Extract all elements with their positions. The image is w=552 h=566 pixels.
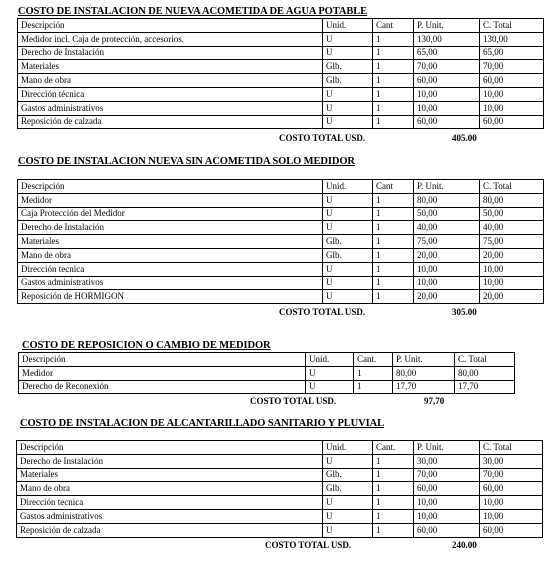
table-cell: 10,00 — [480, 496, 543, 510]
table-row — [18, 101, 544, 115]
section-3-title: COSTO DE REPOSICION O CAMBIO DE MEDIDOR — [22, 340, 271, 351]
table-cell: U — [323, 193, 373, 207]
table-row — [18, 32, 544, 46]
column-header: P. Unit. — [414, 441, 480, 455]
table-cell: Reposición de HORMIGON — [18, 290, 323, 304]
column-header: Cant. — [373, 441, 414, 455]
table-cell: 75,00 — [480, 235, 544, 249]
table-cell: 1 — [354, 366, 393, 380]
table-cell: 60,00 — [414, 482, 480, 496]
section-4-table — [16, 440, 543, 538]
table-cell: U — [323, 221, 373, 235]
table-cell: 1 — [373, 32, 414, 46]
table-row — [18, 221, 544, 235]
table-cell: Glb. — [323, 74, 373, 88]
table-cell: 1 — [354, 380, 393, 394]
table-cell: 1 — [373, 74, 414, 88]
column-header: Descripción — [18, 180, 323, 194]
column-header: Unid. — [323, 180, 373, 194]
table-cell: 1 — [373, 221, 414, 235]
table-row — [19, 366, 515, 380]
table-cell: Caja Protección del Medidor — [18, 207, 323, 221]
table-cell: U — [323, 115, 373, 129]
column-header: Cant — [373, 19, 414, 33]
table-cell: U — [323, 262, 373, 276]
table-row — [18, 262, 544, 276]
table-cell: Materiales — [17, 468, 323, 482]
table-cell: U — [306, 380, 354, 394]
table-cell: 1 — [373, 509, 414, 523]
header-row — [17, 441, 543, 455]
table-cell: U — [323, 523, 373, 537]
header-row — [18, 180, 544, 194]
column-header: Cant — [373, 180, 414, 194]
table-cell: Gastos administrativos — [18, 101, 323, 115]
column-header: P. Unit. — [414, 180, 480, 194]
table-cell: 1 — [373, 468, 414, 482]
table-cell: Medidor incl. Caja de protección, accesorios. — [18, 32, 323, 46]
table-row — [18, 46, 544, 60]
table-cell: 1 — [373, 523, 414, 537]
table-cell: Derecho de Instalación — [18, 221, 323, 235]
table-row — [17, 482, 543, 496]
table-cell: U — [323, 496, 373, 510]
table-cell: U — [323, 32, 373, 46]
table-cell: U — [323, 454, 373, 468]
table-cell: 10,00 — [480, 87, 544, 101]
table-cell: 1 — [373, 235, 414, 249]
table-cell: Derecho de Instalación — [17, 454, 323, 468]
table-row — [17, 454, 543, 468]
table-row — [17, 468, 543, 482]
table-row — [17, 496, 543, 510]
column-header: C. Total — [480, 441, 543, 455]
table-cell: 1 — [373, 262, 414, 276]
table-cell: 1 — [373, 46, 414, 60]
table-cell: Mano de obra — [18, 74, 323, 88]
section-4-total-label: COSTO TOTAL USD. — [265, 540, 352, 550]
table-row — [17, 523, 543, 537]
table-cell: 10,00 — [414, 87, 480, 101]
table-cell: 60,00 — [480, 523, 543, 537]
table-cell: Reposición de calzada — [17, 523, 323, 537]
column-header: Unid. — [323, 19, 373, 33]
table-cell: 10,00 — [414, 262, 480, 276]
table-cell: 70,00 — [480, 60, 544, 74]
table-cell: 10,00 — [414, 276, 480, 290]
table-cell: 10,00 — [414, 496, 480, 510]
header-row — [19, 353, 515, 367]
section-2-table — [17, 179, 544, 304]
table-cell: 1 — [373, 454, 414, 468]
table-cell: Medidor — [18, 193, 323, 207]
table-row — [17, 509, 543, 523]
section-3-table — [18, 352, 515, 394]
table-cell: 20,00 — [414, 248, 480, 262]
table-cell: Dirección técnica — [18, 87, 323, 101]
table-cell: 10,00 — [414, 509, 480, 523]
table-row — [18, 235, 544, 249]
table-cell: 130,00 — [414, 32, 480, 46]
table-cell: Dirección tecnica — [17, 496, 323, 510]
table-cell: 1 — [373, 87, 414, 101]
table-cell: Derecho de Reconexión — [19, 380, 306, 394]
table-cell: 20,00 — [480, 248, 544, 262]
table-cell: Medidor — [19, 366, 306, 380]
section-3-total-label: COSTO TOTAL USD. — [250, 396, 337, 406]
table-cell: 10,00 — [480, 262, 544, 276]
table-cell: 1 — [373, 276, 414, 290]
table-cell: 50,00 — [480, 207, 544, 221]
table-cell: 75,00 — [414, 235, 480, 249]
table-cell: 80,00 — [393, 366, 455, 380]
table-cell: Derecho de Instalación — [18, 46, 323, 60]
table-cell: U — [323, 509, 373, 523]
column-header: Unid. — [306, 353, 354, 367]
table-cell: Glb. — [323, 482, 373, 496]
section-2-total-label: COSTO TOTAL USD. — [279, 307, 366, 317]
table-cell: 20,00 — [480, 290, 544, 304]
table-cell: 65,00 — [414, 46, 480, 60]
column-header: Descripción — [18, 19, 323, 33]
table-cell: 40,00 — [480, 221, 544, 235]
table-cell: Glb. — [323, 60, 373, 74]
header-row — [18, 19, 544, 33]
table-cell: 10,00 — [414, 101, 480, 115]
table-cell: 30,00 — [480, 454, 543, 468]
table-cell: 60,00 — [480, 482, 543, 496]
table-row — [18, 115, 544, 129]
table-cell: 10,00 — [480, 509, 543, 523]
table-row — [19, 380, 515, 394]
column-header: Descripción — [19, 353, 306, 367]
table-cell: 1 — [373, 496, 414, 510]
section-3-total-value: 97,70 — [424, 396, 445, 406]
table-cell: 1 — [373, 207, 414, 221]
table-cell: 65,00 — [480, 46, 544, 60]
table-cell: 70,00 — [480, 468, 543, 482]
table-cell: U — [323, 276, 373, 290]
section-4-total-value: 240.00 — [452, 540, 477, 550]
table-cell: U — [323, 290, 373, 304]
table-cell: 70,00 — [414, 468, 480, 482]
table-cell: 80,00 — [455, 366, 515, 380]
table-cell: 1 — [373, 60, 414, 74]
table-cell: 130,00 — [480, 32, 544, 46]
table-cell: Glb. — [323, 248, 373, 262]
table-cell: 80,00 — [480, 193, 544, 207]
table-cell: 10,00 — [480, 276, 544, 290]
table-cell: 1 — [373, 115, 414, 129]
table-cell: 60,00 — [414, 74, 480, 88]
table-cell: 30,00 — [414, 454, 480, 468]
table-cell: U — [323, 87, 373, 101]
table-cell: 1 — [373, 193, 414, 207]
table-cell: U — [323, 46, 373, 60]
column-header: Descripción — [17, 441, 323, 455]
table-cell: 70,00 — [414, 60, 480, 74]
table-row — [18, 87, 544, 101]
table-cell: 60,00 — [480, 74, 544, 88]
table-cell: 40,00 — [414, 221, 480, 235]
section-1-total-value: 405.00 — [452, 133, 477, 143]
table-cell: 1 — [373, 482, 414, 496]
table-cell: Mano de obra — [18, 248, 323, 262]
table-cell: 1 — [373, 101, 414, 115]
column-header: Cant. — [354, 353, 393, 367]
table-row — [18, 74, 544, 88]
table-cell: Glb. — [323, 235, 373, 249]
table-cell: Reposición de calzada — [18, 115, 323, 129]
table-cell: U — [323, 207, 373, 221]
section-1-total-label: COSTO TOTAL USD. — [279, 133, 366, 143]
table-cell: Gastos administrativos — [17, 509, 323, 523]
table-cell: Materiales — [18, 60, 323, 74]
table-row — [18, 207, 544, 221]
table-row — [18, 276, 544, 290]
column-header: C. Total — [480, 19, 544, 33]
table-cell: 60,00 — [414, 523, 480, 537]
section-1-title: COSTO DE INSTALACION DE NUEVA ACOMETIDA DE AGUA POTABLE — [18, 6, 368, 17]
section-1-table — [17, 18, 544, 129]
column-header: Unid. — [323, 441, 373, 455]
column-header: P. Unit. — [414, 19, 480, 33]
table-cell: 1 — [373, 290, 414, 304]
table-cell: Dirección tecnica — [18, 262, 323, 276]
table-cell: 10,00 — [480, 101, 544, 115]
column-header: C. Total — [455, 353, 515, 367]
table-cell: Glb. — [323, 468, 373, 482]
table-cell: 20,00 — [414, 290, 480, 304]
table-cell: Materiales — [18, 235, 323, 249]
table-cell: U — [306, 366, 354, 380]
section-2-total-value: 305.00 — [452, 307, 477, 317]
table-cell: U — [323, 101, 373, 115]
table-cell: 17,70 — [393, 380, 455, 394]
table-row — [18, 290, 544, 304]
column-header: P. Unit. — [393, 353, 455, 367]
table-cell: 17,70 — [455, 380, 515, 394]
table-cell: 50,00 — [414, 207, 480, 221]
table-cell: Gastos administrativos — [18, 276, 323, 290]
section-4-title: COSTO DE INSTALACION DE ALCANTARILLADO SANITARIO Y PLUVIAL — [20, 418, 385, 429]
section-2-title: COSTO DE INSTALACION NUEVA SIN ACOMETIDA SOLO MEDIDOR — [18, 156, 355, 167]
table-row — [18, 193, 544, 207]
column-header: C. Total — [480, 180, 544, 194]
table-cell: Mano de obra — [17, 482, 323, 496]
table-cell: 60,00 — [414, 115, 480, 129]
table-row — [18, 60, 544, 74]
table-cell: 60,00 — [480, 115, 544, 129]
table-cell: 80,00 — [414, 193, 480, 207]
table-row — [18, 248, 544, 262]
table-cell: 1 — [373, 248, 414, 262]
